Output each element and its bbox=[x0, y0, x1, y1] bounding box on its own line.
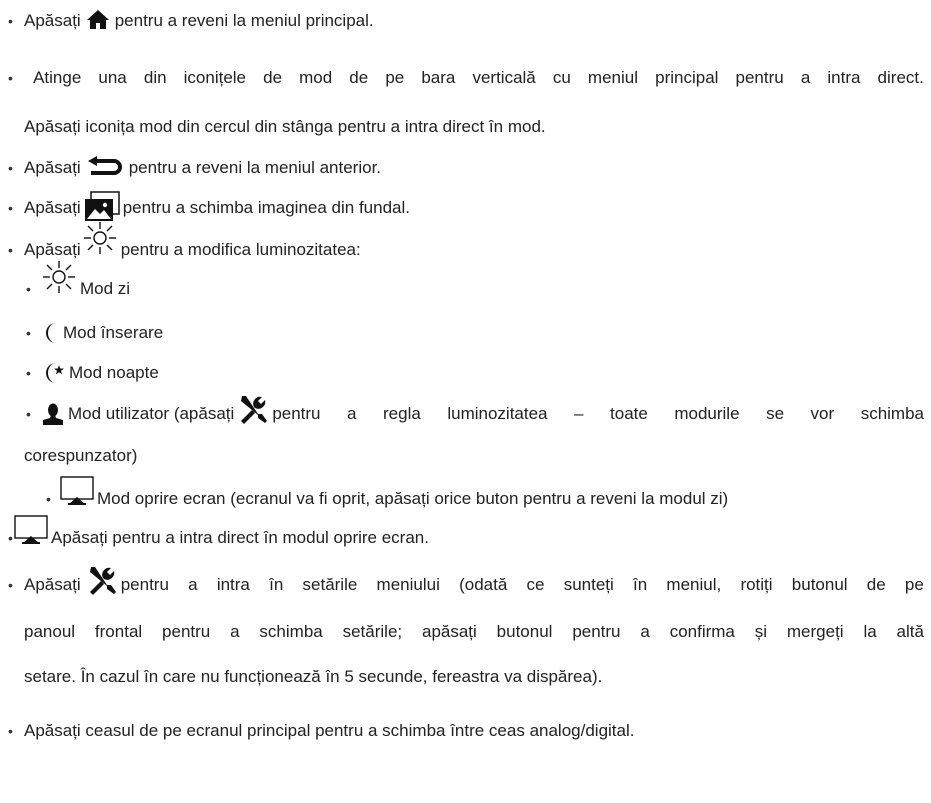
list-item-screen-off-direct bbox=[8, 527, 429, 549]
word: pentru bbox=[272, 404, 321, 423]
list-item-brightness bbox=[8, 239, 361, 261]
word: frontal bbox=[94, 622, 143, 641]
bullet: • bbox=[46, 491, 51, 507]
word: pentru bbox=[735, 68, 784, 87]
user-icon bbox=[42, 403, 64, 425]
word: intra bbox=[216, 575, 250, 594]
bullet: • bbox=[8, 13, 13, 29]
word: pentru bbox=[572, 622, 621, 641]
word: una bbox=[98, 68, 127, 87]
word: luminozitatea bbox=[447, 404, 548, 423]
user-mode-text-after bbox=[272, 403, 924, 425]
word: meniului bbox=[376, 575, 440, 594]
item-text: setare. În cazul în care nu funcționează în 5 secunde, fereastra va dispărea). bbox=[24, 667, 603, 686]
word: a bbox=[640, 622, 650, 641]
word: pe bbox=[904, 575, 924, 594]
monitor-icon bbox=[14, 515, 48, 545]
word: a bbox=[800, 68, 811, 87]
list-item-settings bbox=[8, 574, 924, 596]
list-item-background bbox=[8, 197, 410, 219]
item-text: Apăsați ceasul de pe ecranul principal pentru a schimba între ceas analog/digital. bbox=[24, 721, 635, 740]
word: butonul bbox=[791, 575, 848, 594]
word: sunteți bbox=[563, 575, 614, 594]
bullet: • bbox=[26, 406, 31, 422]
sub-item-user-mode bbox=[26, 403, 924, 425]
word: meniul, bbox=[666, 575, 722, 594]
item-text-before: Apăsați bbox=[24, 198, 81, 217]
item-text-after: pentru a reveni la meniul anterior. bbox=[128, 158, 382, 177]
word: la bbox=[863, 622, 877, 641]
wrench-screwdriver-icon bbox=[87, 565, 117, 595]
settings-text-after bbox=[121, 574, 924, 596]
word: rotiți bbox=[740, 575, 773, 594]
list-item-home bbox=[8, 10, 374, 32]
word: verticală bbox=[472, 68, 536, 87]
word: toate bbox=[610, 404, 648, 423]
word: cu bbox=[552, 68, 571, 87]
bullet: • bbox=[8, 577, 13, 593]
bullet: • bbox=[8, 160, 13, 176]
word: pentru bbox=[162, 622, 211, 641]
word: Atinge bbox=[33, 68, 82, 87]
word: ce bbox=[526, 575, 545, 594]
wrench-screwdriver-icon bbox=[238, 394, 268, 424]
word: pe bbox=[385, 68, 405, 87]
list-item-back bbox=[8, 157, 381, 179]
item-text-before: Apăsați bbox=[24, 240, 81, 259]
word: intra bbox=[827, 68, 861, 87]
word: (odată bbox=[459, 575, 508, 594]
item-text-before: Apăsați bbox=[24, 11, 81, 30]
sub-item-evening-mode bbox=[26, 322, 163, 344]
word: panoul bbox=[24, 622, 76, 641]
word: setările bbox=[302, 575, 358, 594]
item-text-after: pentru a schimba imaginea din fundal. bbox=[122, 198, 410, 217]
mode-label: Mod noapte bbox=[69, 363, 159, 382]
item-text-after: pentru a reveni la meniul principal. bbox=[114, 11, 374, 30]
bullet: • bbox=[26, 325, 31, 341]
sun-icon bbox=[83, 221, 117, 255]
back-arrow-icon bbox=[87, 156, 125, 178]
list-item-clock bbox=[8, 720, 634, 742]
word: din bbox=[143, 68, 167, 87]
word: schimba bbox=[259, 622, 323, 641]
word: se bbox=[766, 404, 785, 423]
sub-item-screen-off-mode bbox=[46, 488, 728, 510]
word: și bbox=[754, 622, 768, 641]
list-item-vertical-bar-continued bbox=[24, 116, 546, 138]
item-text-after: pentru a modifica luminozitatea: bbox=[120, 240, 361, 259]
sun-icon bbox=[42, 260, 76, 294]
word: de bbox=[866, 575, 886, 594]
sub-item-user-mode-continued bbox=[24, 445, 137, 467]
bullet: • bbox=[8, 200, 13, 216]
word: principal bbox=[655, 68, 719, 87]
word: mod bbox=[299, 68, 333, 87]
word: de bbox=[263, 68, 283, 87]
word: în bbox=[633, 575, 648, 594]
list-item-settings-line2 bbox=[24, 621, 924, 643]
gallery-icon bbox=[83, 191, 121, 223]
list-item-vertical-bar bbox=[8, 67, 924, 89]
sub-item-day-mode bbox=[26, 278, 130, 300]
word: vor bbox=[810, 404, 835, 423]
item-text-before: Apăsați bbox=[24, 575, 81, 594]
word: modurile bbox=[674, 404, 740, 423]
moon-star-icon bbox=[42, 362, 66, 384]
item-text: Apăsați iconița mod din cercul din stânga pentru a intra direct în mod. bbox=[24, 117, 546, 136]
item-text: corespunzator) bbox=[24, 446, 138, 465]
word: butonul bbox=[496, 622, 553, 641]
word: a bbox=[230, 622, 240, 641]
list-item-settings-line3 bbox=[24, 666, 602, 688]
word: în bbox=[269, 575, 284, 594]
mode-label: Mod oprire ecran (ecranul va fi oprit, apăsați orice buton pentru a reveni la modul zi) bbox=[97, 489, 729, 508]
word: mergeți bbox=[786, 622, 844, 641]
word: altă bbox=[896, 622, 924, 641]
word: regla bbox=[383, 404, 421, 423]
bullet: • bbox=[8, 70, 13, 86]
item-text: Apăsați pentru a intra direct în modul oprire ecran. bbox=[51, 528, 429, 547]
bullet: • bbox=[8, 723, 13, 739]
item-text-before: Mod utilizator (apăsați bbox=[68, 404, 235, 423]
word: setările; bbox=[342, 622, 403, 641]
word: de bbox=[349, 68, 369, 87]
mode-label: Mod înserare bbox=[63, 323, 164, 342]
word: bara bbox=[421, 68, 456, 87]
word: schimba bbox=[860, 404, 924, 423]
mode-label: Mod zi bbox=[80, 279, 131, 298]
word: a bbox=[188, 575, 198, 594]
monitor-icon bbox=[60, 476, 94, 506]
word: confirma bbox=[669, 622, 735, 641]
word: direct. bbox=[877, 68, 924, 87]
bullet: • bbox=[8, 242, 13, 258]
crescent-moon-icon bbox=[42, 322, 60, 344]
word: iconițele bbox=[183, 68, 247, 87]
bullet: • bbox=[26, 281, 31, 297]
word: pentru bbox=[120, 575, 169, 594]
home-icon bbox=[87, 10, 109, 30]
word: apăsați bbox=[421, 622, 477, 641]
word: – bbox=[574, 404, 584, 423]
sub-item-night-mode bbox=[26, 362, 159, 384]
bullet: • bbox=[26, 365, 31, 381]
item-text-before: Apăsați bbox=[24, 158, 81, 177]
bullet: • bbox=[8, 530, 13, 546]
word: a bbox=[347, 404, 357, 423]
word: meniul bbox=[587, 68, 639, 87]
